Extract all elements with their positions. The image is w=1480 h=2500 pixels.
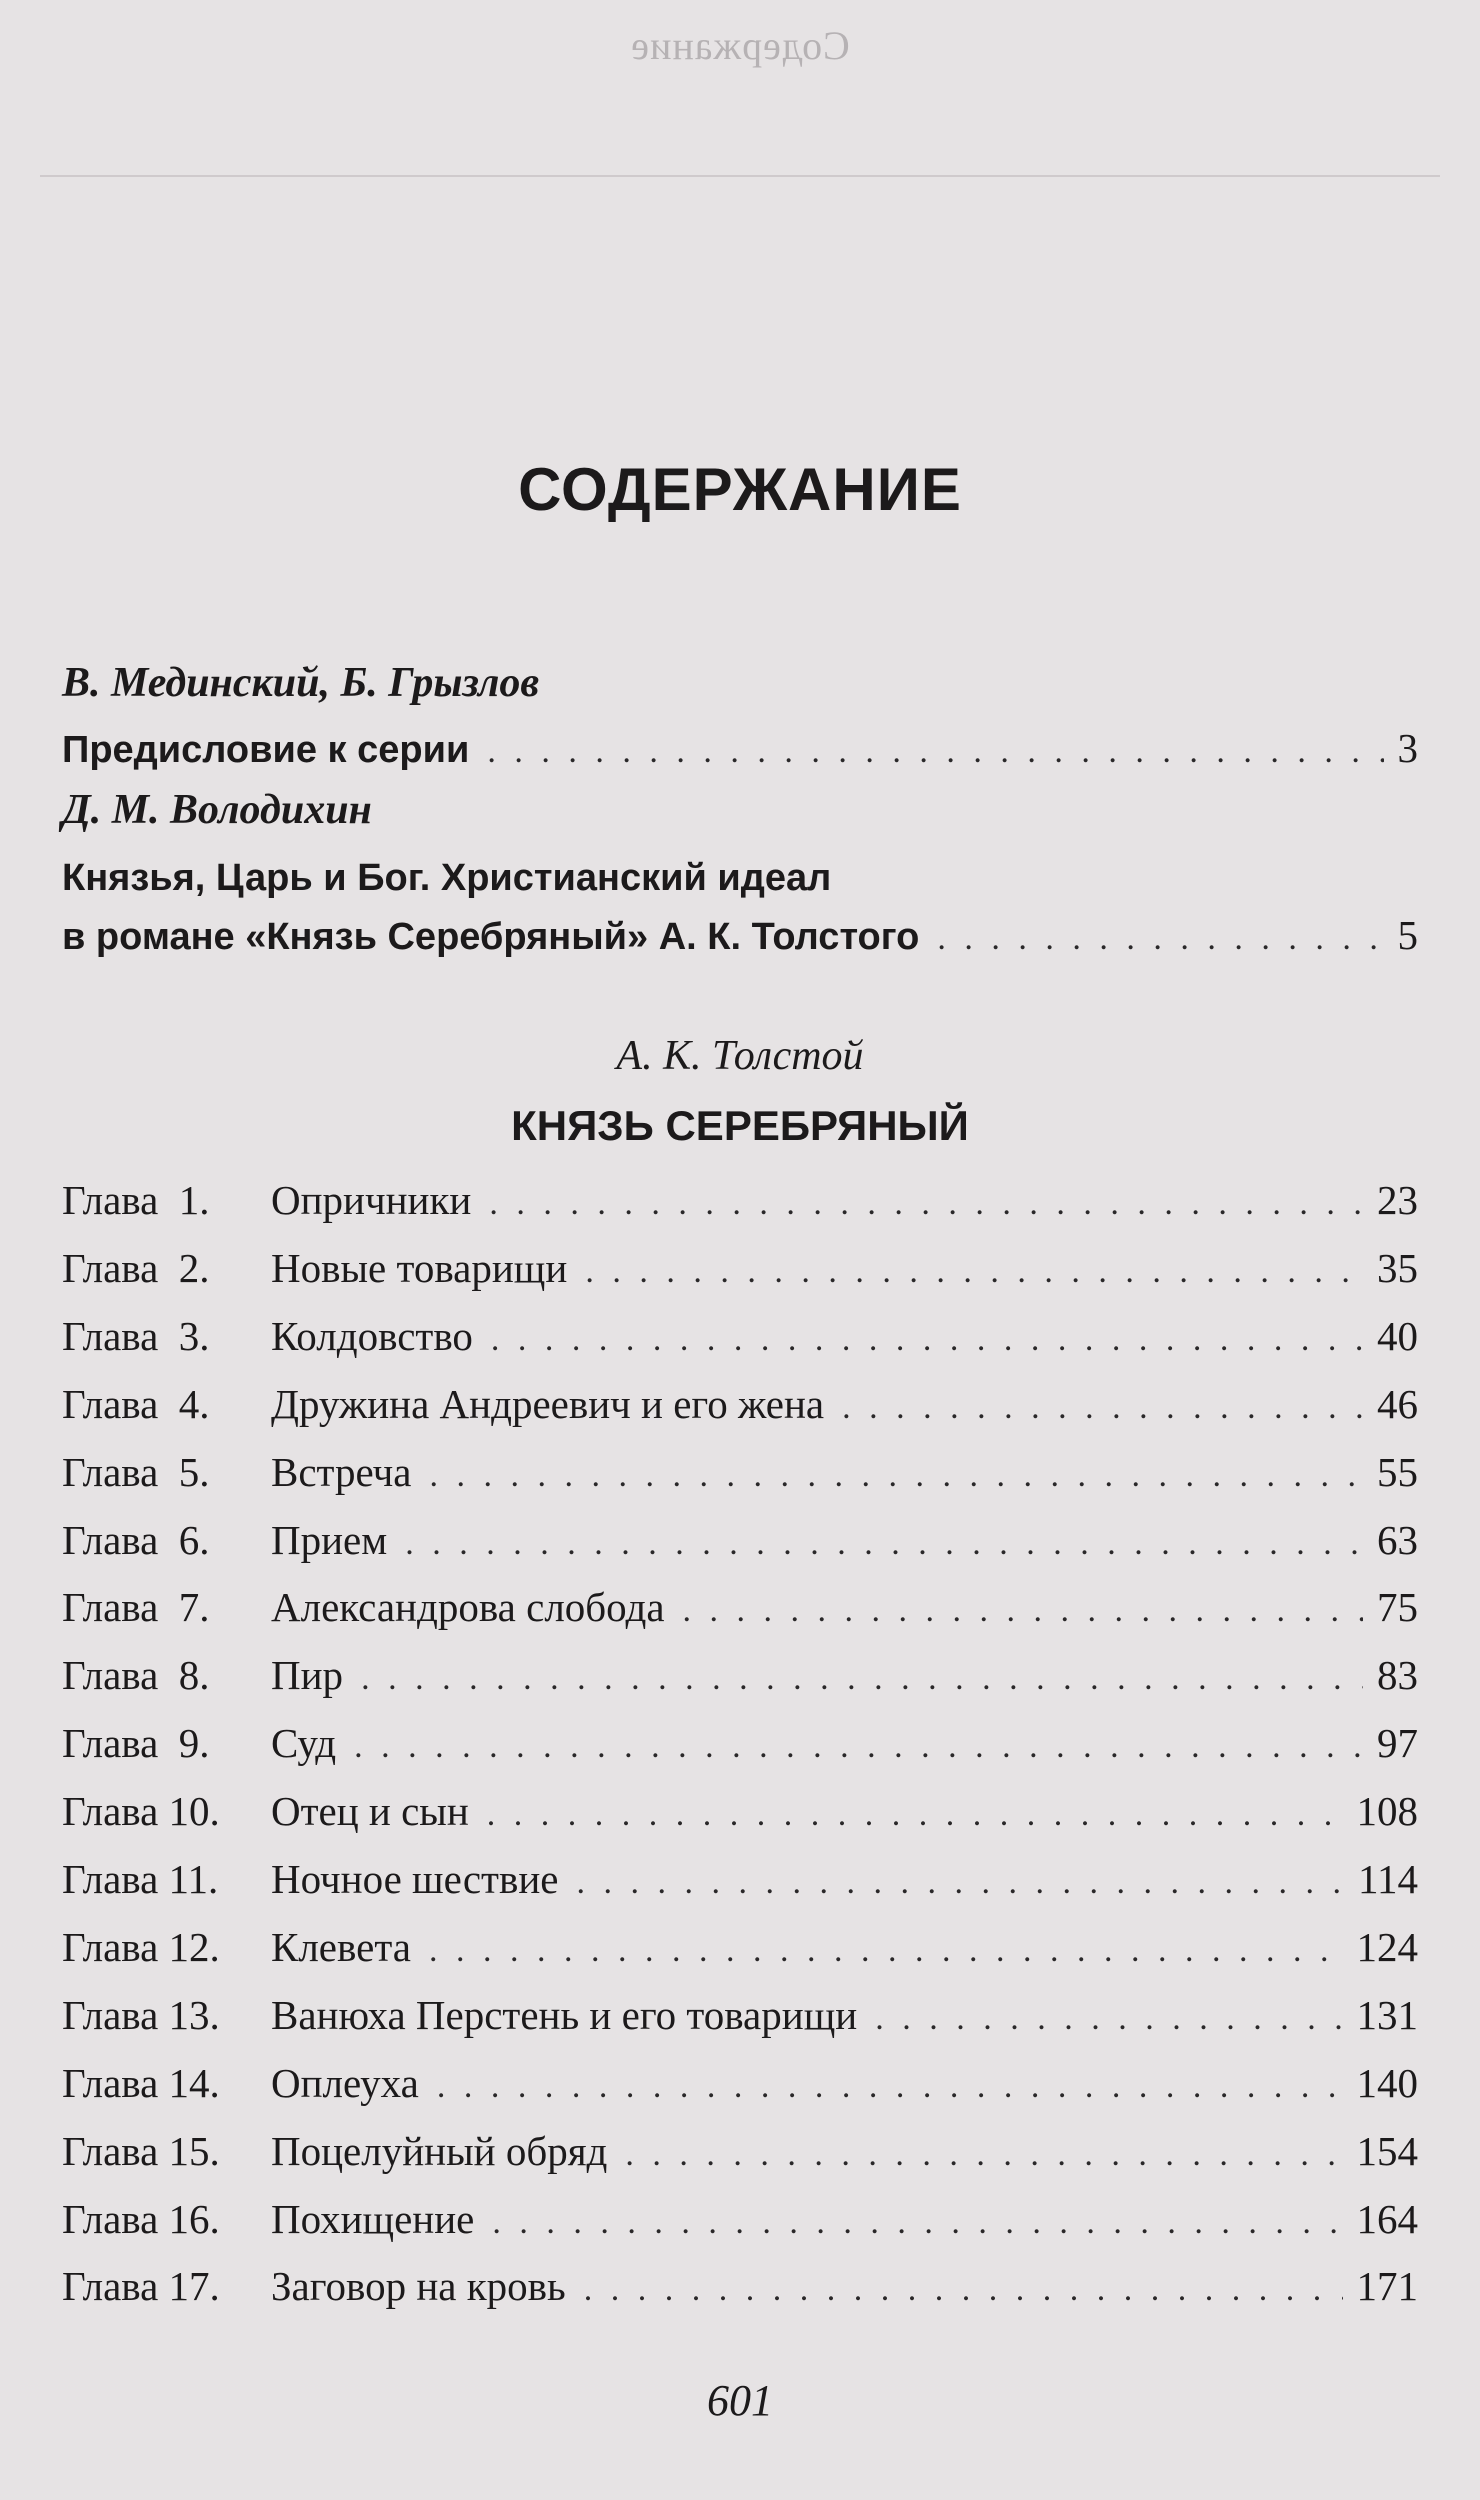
leader-dots [437,2059,1343,2115]
chapter-title: Похищение [271,2195,475,2242]
chapter-title: Ночное шествие [271,1856,559,1902]
entry-title: в романе «Князь Серебряный» А. К. Толстого [62,916,920,958]
chapter-label: Глава 3. [62,1312,210,1359]
author-line [62,655,1418,711]
page-number: 5 [1397,912,1418,958]
leader-dots [875,1991,1342,2047]
chapter-label: Глава 6. [62,1516,210,1563]
chapter-title: Новые товарищи [271,1244,568,1291]
page-number: 83 [1377,1652,1418,1699]
chapter-entry[interactable] [62,1783,1418,1843]
page-title: СОДЕРЖАНИЕ [518,456,962,523]
leader-dots [487,724,1383,780]
chapter-label: Глава 1. [62,1177,210,1223]
leader-dots [491,1312,1363,1368]
toc-entry-title-line [62,850,1418,906]
chapter-entry[interactable] [62,1308,1418,1368]
chapter-label: Глава 15. [62,2127,220,2174]
chapter-label: Глава 2. [62,1244,210,1291]
chapter-entry[interactable] [62,1376,1418,1436]
chapter-title: Клевета [271,1923,411,1970]
author-name: Д. М. Володихин [62,787,372,833]
chapter-label: Глава 10. [62,1788,220,1835]
chapter-entry[interactable] [62,2191,1418,2251]
entry-title: Князья, Царь и Бог. Христианский идеал [62,857,832,899]
page-number: 40 [1377,1312,1418,1359]
chapter-title: Поцелуйный обряд [271,2127,608,2174]
leader-dots [683,1583,1363,1639]
chapter-entry[interactable] [62,1987,1418,2047]
chapter-label: Глава 13. [62,1991,220,2038]
chapter-label: Глава 7. [62,1584,210,1631]
page-number: 55 [1377,1448,1418,1495]
leader-dots [585,1244,1363,1300]
chapter-entry[interactable] [62,1172,1418,1232]
leader-dots [584,2262,1343,2318]
chapter-title: Отец и сын [271,1788,469,1835]
work-author: А. К. Толстой [616,1033,864,1079]
chapter-entry[interactable] [62,1851,1418,1911]
chapter-title: Дружина Андреевич и его жена [271,1380,825,1427]
chapter-title: Заговор на кровь [271,2263,566,2310]
chapter-label: Глава 4. [62,1380,210,1427]
chapter-entry[interactable] [62,1715,1418,1775]
leader-dots [429,1923,1343,1979]
chapter-title: Встреча [271,1448,412,1495]
leader-dots [842,1380,1363,1436]
chapter-label: Глава 9. [62,1720,210,1767]
chapter-label: Глава 12. [62,1923,220,1970]
chapter-title: Суд [271,1720,337,1767]
chapter-label: Глава 16. [62,2195,220,2242]
page-number: 75 [1377,1584,1418,1631]
chapter-entry[interactable] [62,1579,1418,1639]
chapter-title: Оплеуха [271,2059,419,2106]
page-number: 97 [1377,1720,1418,1767]
page-number: 35 [1377,1244,1418,1291]
leader-dots [405,1516,1363,1572]
work-title: КНЯЗЬ СЕРЕБРЯНЫЙ [511,1102,969,1149]
chapter-entry[interactable] [62,2258,1418,2318]
leader-dots [354,1719,1363,1775]
page-number: 131 [1356,1991,1418,2038]
chapter-entry[interactable] [62,1512,1418,1572]
leader-dots [487,1787,1343,1843]
page-number: 171 [1356,2263,1418,2310]
chapter-entry[interactable] [62,2123,1418,2183]
chapter-title: Ванюха Перстень и его товарищи [271,1991,858,2038]
chapter-label: Глава 8. [62,1652,210,1699]
chapter-title: Колдовство [271,1312,473,1359]
toc-entry[interactable] [62,907,1418,967]
page-number: 124 [1356,1923,1418,1970]
toc-entry[interactable] [62,720,1418,780]
author-line [62,782,1418,838]
running-head: Содержание [630,23,850,68]
leader-dots [492,2195,1342,2251]
chapter-entry[interactable] [62,1919,1418,1979]
leader-dots [576,1855,1344,1911]
leader-dots [361,1651,1363,1707]
leader-dots [489,1176,1363,1232]
chapter-entry[interactable] [62,1444,1418,1504]
page-number: 164 [1356,2195,1418,2242]
chapter-label: Глава 14. [62,2059,220,2106]
page-number: 154 [1356,2127,1418,2174]
page-number: 23 [1377,1177,1418,1223]
page-number: 63 [1377,1516,1418,1563]
chapter-label: Глава 5. [62,1448,210,1495]
page-number: 3 [1397,725,1418,771]
folio: 601 [707,2376,773,2425]
page-number: 140 [1356,2059,1418,2106]
page-number: 46 [1377,1380,1418,1427]
chapter-entry[interactable] [62,1647,1418,1707]
page-number: 114 [1358,1856,1418,1902]
chapter-title: Александрова слобода [271,1584,665,1631]
leader-dots [937,911,1383,967]
chapter-label: Глава 17. [62,2263,220,2310]
author-name: В. Мединский, Б. Грызлов [62,660,540,706]
page-number: 108 [1356,1788,1418,1835]
chapter-entry[interactable] [62,2055,1418,2115]
chapter-title: Пир [271,1652,344,1699]
chapter-label: Глава 11. [62,1856,219,1902]
leader-dots [429,1448,1363,1504]
leader-dots [625,2127,1342,2183]
entry-title: Предисловие к серии [62,729,470,771]
show-through-rule [40,175,1440,177]
chapter-title: Прием [271,1516,388,1563]
chapter-entry[interactable] [62,1240,1418,1300]
chapter-title: Опричники [271,1177,472,1223]
